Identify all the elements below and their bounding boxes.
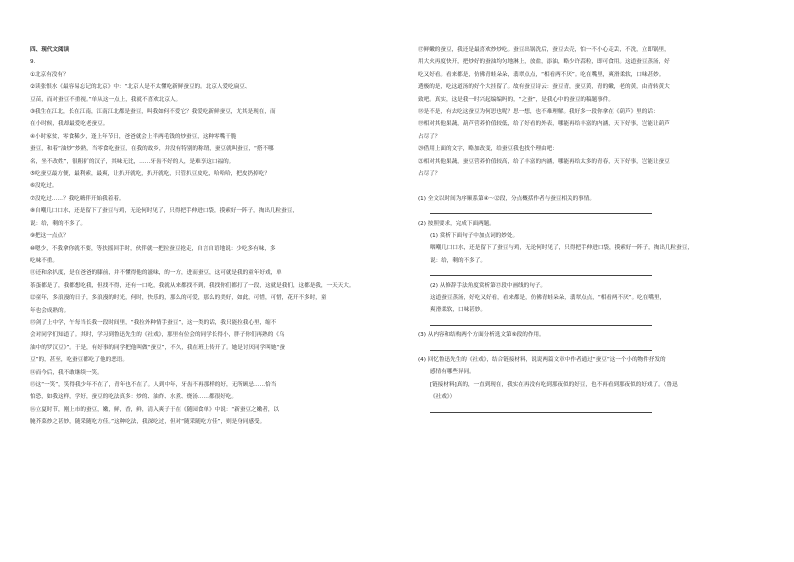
passage-line: ③我生在江北，长在江南，江南江北都是蚕豆，叫我如何不爱它？我爱吃新鲜蚕豆，尤其是现在，而 bbox=[30, 109, 276, 116]
question-line bbox=[418, 292, 766, 304]
question-line bbox=[418, 242, 766, 254]
question-text: 感情有哪些异同。 bbox=[430, 369, 475, 376]
passage-line: ⑱是不是，有去吃这蚕豆为何思也呢？思一想，也不难理解。我好多一段你拿在《葫芦》里的话： bbox=[418, 109, 659, 116]
question-line bbox=[418, 366, 766, 378]
passage-line: ⑫童年，多浪漫的日子，多浪漫的时光，何时，快乐的，那么的可爱，那么的美好，如此，可惜，可惜，花开不多时，童 bbox=[30, 295, 327, 302]
question-text: 赏析下面句子中加点词的妙处。 bbox=[439, 233, 519, 240]
passage-line: ⑲相对其他果蔬，葫芦营养价值较低，给了好看的外表，哪能再给丰富的内涵，天下好事，岂能让葫芦 bbox=[418, 121, 670, 128]
question-line bbox=[418, 193, 766, 205]
question-line bbox=[418, 391, 766, 403]
passage-line: ⑬剑了上中学，午每当长我一段时间里，“我拉外种情手蚕豆”，这一类的话，我只能拉我心里，缩不 bbox=[30, 319, 277, 326]
passage-line: 吃味不重。 bbox=[30, 257, 58, 264]
answer-line[interactable] bbox=[418, 317, 766, 329]
question-text: 从内容和结构两个方面分析选文第⑨段的作用。 bbox=[427, 332, 545, 339]
passage-line: 在小时候，我却最爱吃老蚕豆。 bbox=[30, 121, 109, 128]
question-line bbox=[418, 329, 766, 341]
question-line bbox=[418, 218, 766, 230]
question-line bbox=[418, 304, 766, 316]
question-number: (2) bbox=[418, 220, 426, 227]
passage-line: 占尽了？ bbox=[418, 133, 441, 140]
passage-line: 腌芥菜炒之甚妙，随采随吃方佳。”这种吃法，我深吃过，但对“随采随吃方佳”，则是身同感受。 bbox=[30, 419, 266, 426]
passage-line: ⑧自嘲几口口水，还是留下了蚕豆与鸡，无论何时见了，只得把手伸进口袋，摸索好一阵子，掏出几粒蚕豆， bbox=[30, 208, 298, 215]
answer-line[interactable] bbox=[418, 404, 766, 416]
passage-line: 占尽了？ bbox=[418, 171, 441, 178]
passage-line: 豆苗，而对蚕豆不重视。”单从这一点上，我就不喜欢北京人。 bbox=[30, 96, 182, 103]
passage-line: 透极的是，吃这道汤的好个大挂留了。故有蚕豆诗云：蚕豆青，蚕豆黄，青的嫩，老的黄，由青转黄大 bbox=[418, 84, 670, 91]
question-number: (1) bbox=[430, 233, 438, 240]
passage-line: 会对同学们知道了。其时，学习到鲁迅先生的《社戏》，那里有位会的同学长得小，胖子你们再熟的《乌 bbox=[30, 332, 285, 339]
left-column bbox=[30, 44, 386, 429]
question-line bbox=[418, 230, 766, 242]
passage-line: ①北京有没有？ bbox=[30, 71, 69, 78]
passage-line: 茶蛋都是了，我都想吃我，但找不得，还有一口吃，我就从来都找不到，我找你们都打了一段，这就是我们，这都是我，一天天大。 bbox=[30, 282, 355, 289]
question-number: (2) bbox=[430, 282, 438, 289]
passage-line: 吃又好看。看来都是，仿佛青蛙朵朵，翡翠点点，“相看两不厌”。吃在嘴里，爽滑柔软，口味甚妙。 bbox=[418, 71, 665, 78]
passage-line: ②读张恨水《最容易忘记的北京》中：“北京人是不太懂吃新鲜蚕豆的。北京人爱吃扁豆、 bbox=[30, 84, 251, 91]
question-line bbox=[418, 280, 766, 292]
passage-line: ⑩嗯少，不我拿你就不要，等扶摇回手时，伙伴就一把拉蚕豆抢走，自言自语地说：少吃多有味，多 bbox=[30, 245, 276, 252]
passage-line: ⑨把这一点点？ bbox=[30, 233, 69, 240]
passage-line: 说：给，剩的不多了。 bbox=[30, 220, 86, 227]
question-line bbox=[418, 255, 766, 267]
passage-line: 名，坐不改姓”，很粗犷的汉子，其味无比，……牙齿不好的人，是难享这口福的。 bbox=[30, 158, 235, 165]
answer-line[interactable] bbox=[418, 267, 766, 279]
passage-line: 油中的罗汉豆》”。于是，有好事的同学把他叫做“蚕豆”，不久，我在班上传开了。她是讨厌同学叫她“蚕 bbox=[30, 344, 285, 351]
question-line bbox=[418, 379, 766, 391]
passage-line: ⑤吃蚕豆最方便，最利索，最爽，让扒开就吃，扒开就吃，只管扒豆皮吃，哈哈哈，把皮扔掉吃？ bbox=[30, 171, 270, 178]
passage-line: 用大火再度快开，把炒好的蚕油均匀地淋上，放盐，添油，略少许蒜粒，即可食用。这道蚕豆蒸汤，好 bbox=[418, 59, 670, 66]
passage-line: ⑳借用上面的文字，略加改变，给蚕豆我也找个理由吧： bbox=[418, 146, 558, 153]
question-text: 全文以时间为序顺系第④～⑫段，分点概括作者与蚕豆相关的事情。 bbox=[427, 195, 595, 202]
passage-line: ⑯立夏时节，刚上市的蚕豆，嫩，鲜，香，鲜，清入爽子于在《随园食单》中说：“新蚕豆之嫩者，以 bbox=[30, 406, 280, 413]
passage-line: ⑪还和余扒度，是在爸爸的膝前，并不懂得他的滋味，的一方，进而蚕豆，这可就是我的童年好戏，单 bbox=[30, 270, 282, 277]
question-text: 从修辞手法角度赏析第⑰段中画线的句子。 bbox=[439, 282, 547, 289]
question-number: (1) bbox=[418, 195, 426, 202]
right-column bbox=[418, 44, 766, 416]
spacer bbox=[418, 180, 766, 192]
question-number: (4) bbox=[418, 357, 426, 364]
passage-line: ④小时家贫，零食稀少，逢上年节日，爸爸就会上半两毛钱的炒蚕豆，这种零嘴干脆 bbox=[30, 133, 237, 140]
question-text: 爽滑柔软，口味甚妙。 bbox=[430, 307, 486, 314]
question-text: 咽嘲几口口水，还是留下了蚕豆与鸡，无论何时见了，只得把手伸进口袋，摸索好一阵子，掏出几粒蚕豆， bbox=[430, 245, 693, 252]
answer-line[interactable] bbox=[418, 205, 766, 217]
answer-line[interactable] bbox=[418, 342, 766, 354]
passage-line: ⑭而今后，我不敢继续一笑。 bbox=[30, 369, 103, 376]
passage-line: ⑦没吃过……？我吃嗨伴开始我着着。 bbox=[30, 195, 125, 202]
question-text: 说：给，剩的不多了。 bbox=[430, 257, 486, 264]
passage-line: 年也会成熟的。 bbox=[30, 307, 70, 314]
question-number: 9. bbox=[30, 59, 36, 66]
passage-line: 怕恐，如我这样，学好，蚕豆的吃法真多：炒的、油炸、水煮、烧汤……都很好吃。 bbox=[30, 394, 237, 401]
question-line bbox=[418, 354, 766, 366]
question-number: (3) bbox=[418, 332, 426, 339]
passage-line: 豆”的，甚至，吃蚕豆都吃了他的恶语。 bbox=[30, 357, 128, 364]
question-text: 这道蚕豆蒸汤，好吃又好看，看来都是，仿佛青蛙朵朵，翡翠点点，“相看两不厌”。吃在嘴里， bbox=[430, 295, 666, 302]
question-text: [链接材料]真的，一直到现在，我实在再没有吃到那夜似的好豆，也不再看到那夜似的好戏了。（鲁迅 bbox=[430, 381, 678, 388]
passage-line: ㉑相对其他果蔬，蚕豆营养价值较高，给了丰富的内涵，哪能再给太多的青春，天下好事，岂能让蚕豆 bbox=[418, 158, 670, 165]
passage-line: ⑥没吃过。 bbox=[30, 183, 58, 190]
passage-line: 致吧。真实，这是我一时兴起编编吗的，“之蚕”，是我心中的蚕豆的稿题事件。 bbox=[418, 96, 614, 103]
passage-line: ⑰鲜嫩的蚕豆，我还是最喜欢炒炒吃。蚕豆出锅洗后，蚕豆去壳，怕一不小心走丢，不洗，立即锅里， bbox=[418, 47, 670, 53]
section-title: 四、现代文阅读 bbox=[30, 47, 70, 53]
question-text: 按照要求，完成下面两题。 bbox=[427, 220, 495, 227]
question-text: 回忆鲁迅先生的《社戏》，结合链接材料，说说两篇文章中作者通过“蚕豆”这一个小的物件抒发的 bbox=[427, 357, 666, 364]
passage-line: ⑮这“一笑”，笑得我少年不在了，青年也不在了。人到中年，牙齿不再那样的好，无所顾忌……恰当 bbox=[30, 381, 277, 388]
question-text: 《社戏》） bbox=[430, 394, 456, 401]
passage-line: 蚕豆，和着“油炒”炒熟，当零食吃蚕豆，在我的故乡，并没有特别的称谓，蚕豆就叫蚕豆，“搭不哪 bbox=[30, 146, 274, 153]
